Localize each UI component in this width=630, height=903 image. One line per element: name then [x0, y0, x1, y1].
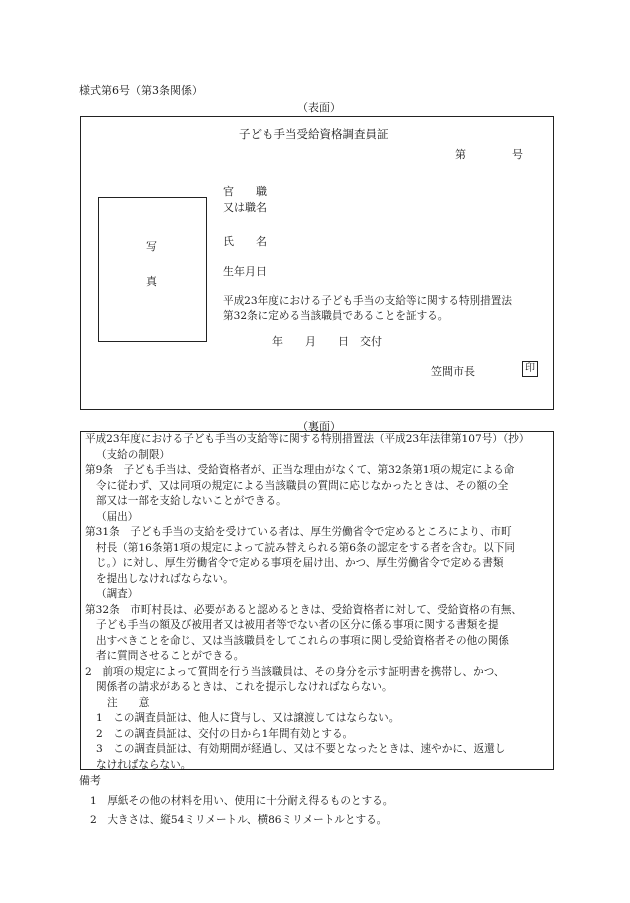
issue-date: 年 月 日 交付	[272, 335, 382, 348]
field-position-1: 官 職	[223, 185, 267, 198]
remarks-item: 1 厚紙その他の材料を用い、使用に十分耐え得るものとする。	[90, 795, 394, 807]
back-line: 平成23年度における子ども手当の支給等に関する特別措置法（平成23年法律第107号）（抄）	[85, 433, 530, 445]
back-line: （調査）	[96, 588, 139, 600]
back-line: 第9条 子ども手当は、受給資格者が、正当な理由がなくて、第32条第1項の規定による命	[85, 464, 515, 476]
back-line: 3 この調査員証は、有効期間が経過し、又は不要となったときは、速やかに、返還し	[96, 743, 506, 755]
back-line: 関係者の請求があるときは、これを提示しなければならない。	[96, 681, 393, 693]
remarks-item: 2 大きさは、縦54ミリメートル、横86ミリメートルとする。	[90, 814, 388, 826]
issuer: 笠間市長	[431, 365, 475, 378]
remarks-heading: 備考	[79, 774, 101, 787]
front-title: 子ども手当受給資格調査員証	[239, 127, 389, 141]
cert-line-1: 平成23年度における子ども手当の支給等に関する特別措置法	[223, 295, 512, 307]
back-line: 令に従わず、又は同項の規定による当該職員の質問に応じなかったときは、その額の全	[96, 479, 509, 492]
back-line: 出すべきことを命じ、又は当該職員をしてこれらの事項に関し受給資格者その他の関係	[96, 634, 509, 647]
photo-char-1: 写	[146, 240, 157, 253]
back-line: （支給の制限）	[96, 448, 171, 461]
back-line: 1 この調査員証は、他人に貸与し、又は譲渡してはならない。	[96, 712, 400, 724]
back-line: 第32条 市町村長は、必要があると認めるときは、受給資格者に対して、受給資格の有無、	[85, 603, 523, 616]
back-line: 部又は一部を支給しないことができる。	[96, 495, 287, 507]
seal-stamp: 印	[522, 361, 538, 377]
front-side-label: （表面）	[297, 101, 341, 114]
back-line: 子ども手当の額及び被用者又は被用者等でない者の区分に係る事項に関する書類を提	[96, 619, 499, 631]
back-line: 村長（第16条第1項の規定によって読み替えられる第6条の認定をする者を含む。以下同	[96, 541, 515, 554]
number-go: 号	[512, 148, 523, 161]
back-line: なければならない。	[96, 758, 192, 771]
back-line: じ。）に対し、厚生労働省令で定める事項を届け出、かつ、厚生労働省令で定める書類	[96, 557, 504, 569]
back-line: 2 この調査員証は、交付の日から1年間有効とする。	[96, 727, 354, 740]
number-dai: 第	[455, 148, 466, 161]
back-line: を提出しなければならない。	[96, 572, 234, 585]
field-position-2: 又は職名	[223, 201, 267, 214]
photo-char-2: 真	[146, 275, 157, 288]
form-id: 様式第6号（第3条関係）	[79, 84, 203, 97]
back-text	[85, 432, 551, 773]
back-line: 者に質問させることができる。	[96, 650, 245, 662]
back-line: （届出）	[96, 510, 139, 523]
back-line: 注 意	[107, 696, 150, 709]
photo-box	[98, 197, 207, 342]
back-line: 第31条 子ども手当の支給を受けている者は、厚生労働省令で定めるところにより、市町	[85, 526, 512, 538]
back-side-label: （裏面）	[297, 420, 341, 433]
field-birth: 生年月日	[223, 265, 267, 278]
field-name: 氏 名	[223, 235, 267, 248]
back-line: 2 前項の規定によって質問を行う当該職員は、その身分を示す証明書を携帯し、かつ、	[85, 665, 505, 678]
cert-line-2: 第32条に定める当該職員であることを証する。	[223, 310, 449, 322]
